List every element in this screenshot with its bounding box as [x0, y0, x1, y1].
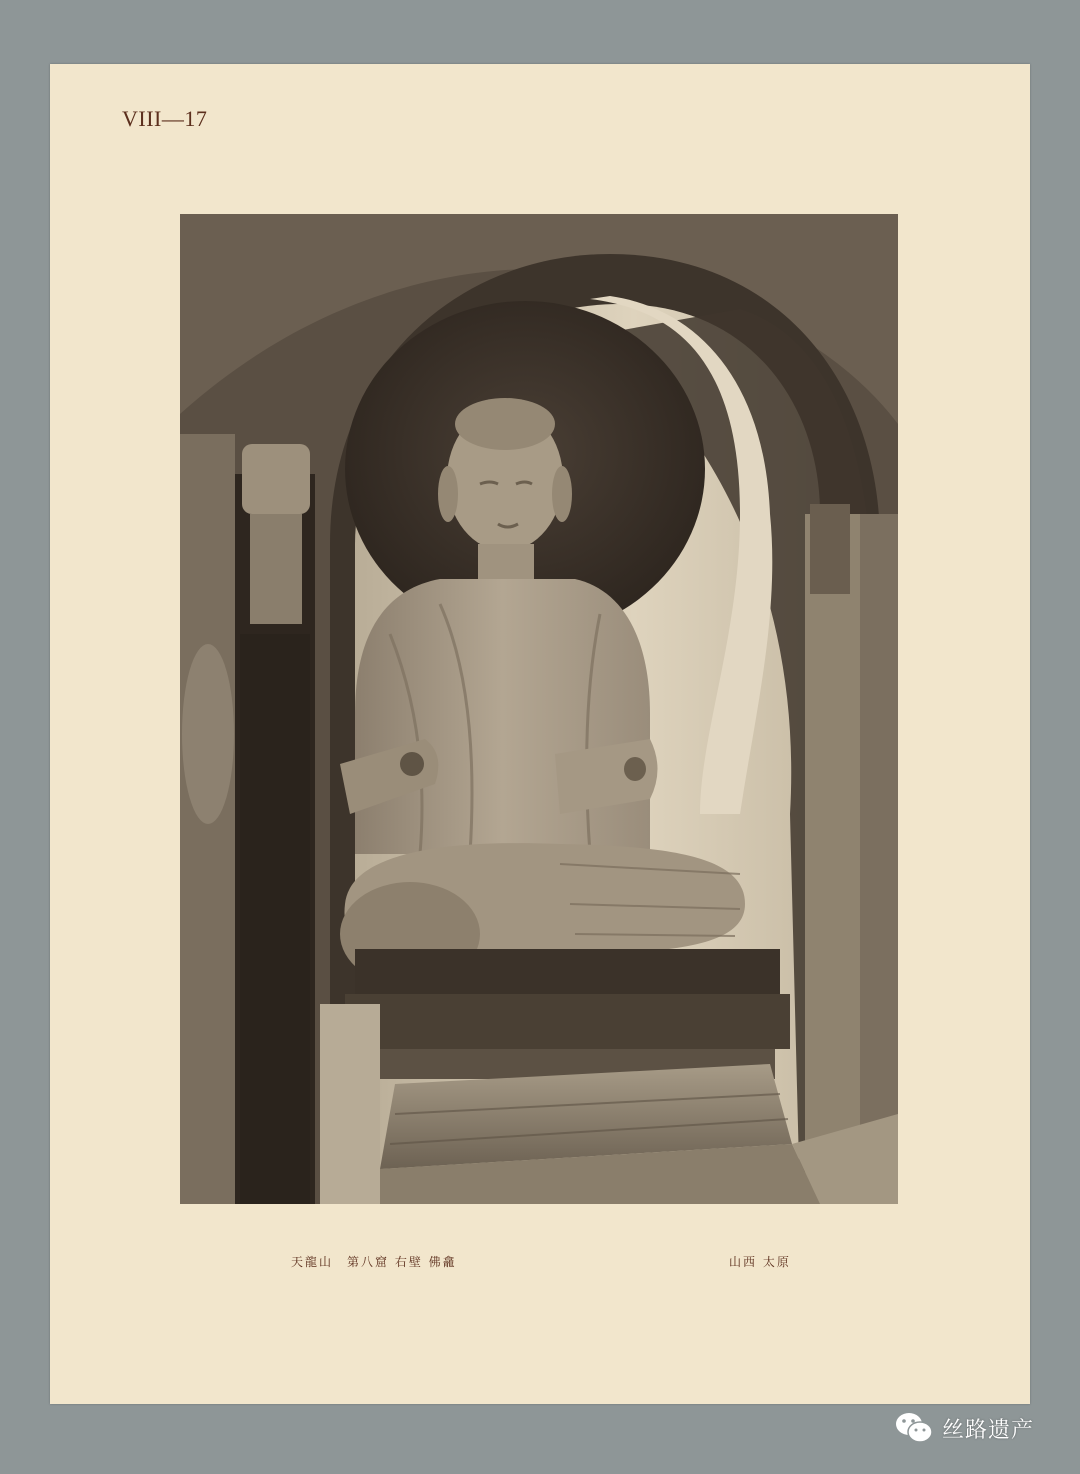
plate-page — [50, 64, 1030, 1404]
watermark — [894, 1406, 1034, 1450]
buddha-photograph — [180, 214, 898, 1204]
wechat-icon — [894, 1410, 934, 1446]
buddha-niche-illustration — [180, 214, 898, 1204]
plate-caption-location: 天龍山 第八窟 右壁 佛龕 — [291, 1255, 457, 1269]
plate-number: VIII—17 — [122, 106, 208, 131]
watermark-text: 丝路遗产 — [942, 1417, 1035, 1443]
plate-caption-region: 山西 太原 — [729, 1255, 791, 1269]
